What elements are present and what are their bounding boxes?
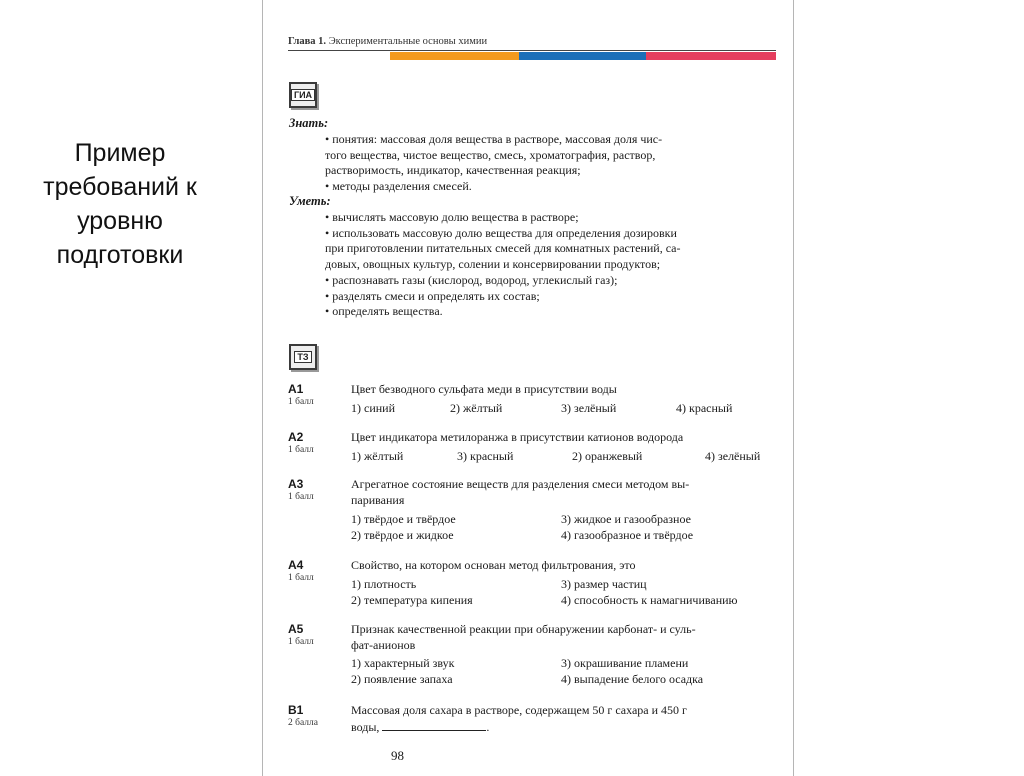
question-text (351, 703, 777, 735)
able-item: довых, овощных культур, солении и консервировании продуктов; (325, 257, 661, 272)
answer-option: 3) зелёный (561, 401, 617, 415)
answer-option: 2) появление запаха (351, 672, 453, 686)
answer-option: 2) температура кипения (351, 593, 473, 607)
question-line: Массовая доля сахара в растворе, содержащем 50 г сахара и 450 г (351, 703, 687, 717)
question-code: А5 (288, 622, 304, 636)
question-code: А4 (288, 558, 304, 572)
question-line: Свойство, на котором основан метод фильтрования, это (351, 558, 636, 572)
caption-line: подготовки (56, 241, 184, 269)
chapter-label: Глава 1. (288, 36, 327, 47)
able-label: Уметь: (289, 194, 331, 208)
able-item: • разделять смеси и определять их состав; (325, 288, 540, 303)
caption-line: требований к (43, 173, 197, 201)
answer-option: 4) выпадение белого осадка (561, 672, 704, 686)
question-line: Цвет безводного сульфата меди в присутствии воды (351, 382, 617, 396)
question-line: Агрегатное состояние веществ для разделения смеси методом вы- (351, 477, 690, 491)
question-code: А3 (288, 477, 304, 491)
textbook-page (262, 0, 794, 776)
question-points: 1 балл (288, 573, 314, 583)
gia-badge-label: ГИА (291, 89, 315, 101)
able-item: • использовать массовую долю вещества для определения дозировки (325, 225, 677, 240)
question-points: 1 балл (288, 492, 314, 502)
answer-option: 1) твёрдое и твёрдое (351, 512, 456, 526)
question-line: Цвет индикатора метилоранжа в присутствии катионов водорода (351, 430, 684, 444)
chapter-title: Экспериментальные основы химии (328, 36, 488, 47)
answer-option: 2) оранжевый (572, 449, 643, 463)
know-item: того вещества, чистое вещество, смесь, хроматография, раствор, (325, 147, 656, 162)
question-line: Признак качественной реакции при обнаружении карбонат- и суль- (351, 622, 696, 636)
question-text (351, 477, 777, 508)
answer-option: 1) жёлтый (351, 449, 404, 463)
question-code: А2 (288, 430, 304, 444)
question-points: 2 балла (288, 718, 318, 728)
answer-option: 3) красный (457, 449, 514, 463)
answer-option: 3) размер частиц (561, 577, 647, 591)
question-line-answer: воды, . (351, 719, 490, 734)
able-list (325, 210, 779, 320)
able-item: • определять вещества. (325, 304, 443, 319)
answer-option: 3) жидкое и газообразное (561, 512, 691, 526)
answer-option: 4) зелёный (705, 449, 761, 463)
tz-badge-icon (289, 344, 317, 370)
answer-option: 4) красный (676, 401, 733, 415)
know-item: растворимость, индикатор, качественная реакция; (325, 163, 581, 178)
question-points: 1 балл (288, 637, 314, 647)
know-item: • методы разделения смесей. (325, 179, 472, 194)
caption-line: Пример (74, 139, 166, 167)
able-item: • распознавать газы (кислород, водород, углекислый газ); (325, 272, 618, 287)
page-number: 98 (391, 748, 404, 763)
able-item: при приготовлении питательных смесей для комнатных растений, са- (325, 241, 681, 256)
know-item: • понятия: массовая доля вещества в растворе, массовая доля чис- (325, 132, 663, 146)
answer-option: 2) твёрдое и жидкое (351, 528, 454, 542)
question-points: 1 балл (288, 445, 314, 455)
caption-line: уровню (77, 207, 163, 235)
question-line: фат-анионов (351, 637, 416, 652)
question-text (351, 430, 777, 446)
question-code: А1 (288, 382, 304, 396)
tz-badge-label: ТЗ (294, 351, 311, 363)
answer-blank (382, 719, 486, 731)
answer-option: 1) синий (351, 401, 396, 415)
slide-caption (22, 136, 218, 272)
able-item: • вычислять массовую долю вещества в растворе; (325, 210, 579, 224)
color-bar-blue (519, 52, 646, 60)
answer-option: 3) окрашивание пламени (561, 656, 689, 670)
question-line: воды, (351, 719, 380, 734)
color-bar-red (646, 52, 776, 60)
answer-option: 2) жёлтый (450, 401, 503, 415)
answer-option: 1) характерный звук (351, 656, 455, 670)
header-rule (288, 50, 776, 51)
answer-option: 1) плотность (351, 577, 417, 591)
color-bar-orange (390, 52, 519, 60)
question-points: 1 балл (288, 397, 314, 407)
running-head (288, 36, 487, 47)
gia-badge-icon (289, 82, 317, 108)
answer-option: 4) способность к намагничиванию (561, 593, 738, 607)
question-text (351, 382, 777, 398)
question-text (351, 558, 777, 574)
know-list (325, 132, 779, 195)
question-text (351, 622, 777, 653)
question-line: паривания (351, 492, 405, 507)
question-code: В1 (288, 703, 304, 717)
know-label: Знать: (289, 116, 329, 130)
answer-option: 4) газообразное и твёрдое (561, 528, 694, 542)
